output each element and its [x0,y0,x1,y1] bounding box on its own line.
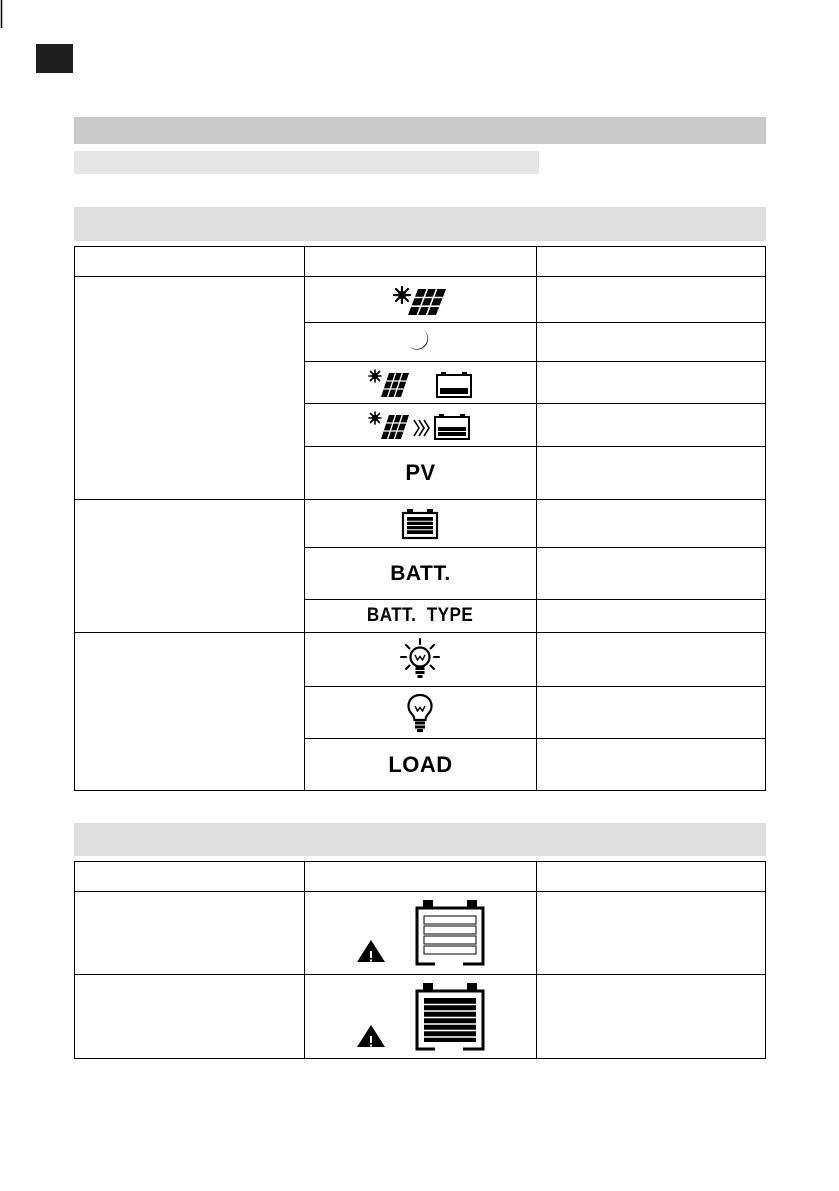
table-row [75,277,766,323]
load-symbol: LOAD [388,751,453,777]
pv-symbol: PV [405,460,436,485]
section-header-bar [74,117,766,144]
header-cell [305,247,536,277]
symbol-cell [305,323,536,362]
header-cell [305,862,536,892]
description-cell [536,362,765,404]
group-cell-pv [75,277,305,500]
condition-cell [75,975,305,1059]
battery-full-icon [401,508,439,540]
symbol-cell [305,633,536,687]
symbol-cell [305,892,536,975]
header-cell [536,862,765,892]
table-2-caption-bar [74,823,766,856]
symbol-cell [305,500,536,548]
symbol-cell [305,687,536,739]
table-row [75,633,766,687]
description-cell [536,500,765,548]
symbol-cell [305,447,536,500]
subsection-header-bar [74,151,539,174]
description-cell [536,687,765,739]
symbol-cell [305,739,536,791]
batt-type-symbol: BATT. TYPE [367,605,474,626]
moon-icon [405,327,435,357]
symbol-cell [305,548,536,600]
sun-panel-battery-icon [365,367,475,399]
bulb-off-icon [405,693,435,733]
description-cell [536,323,765,362]
table-row [75,500,766,548]
group-cell-battery [75,500,305,633]
page-tab [36,44,73,73]
description-cell [536,892,765,975]
warning-full-battery-icon [355,981,485,1053]
description-cell [536,404,765,447]
header-cell [75,862,305,892]
warning-empty-battery-icon [355,898,485,968]
symbol-cell [305,600,536,633]
table-row [75,892,766,975]
header-cell [536,247,765,277]
description-cell [536,975,765,1059]
description-cell [536,548,765,600]
symbol-cell [305,362,536,404]
batt-symbol: BATT. [390,561,451,585]
warning-table [74,861,766,1059]
table-1-caption-bar [74,207,766,241]
description-cell [536,600,765,633]
header-cell [75,247,305,277]
symbol-cell [305,404,536,447]
sun-panel-charging-battery-icon [365,409,475,441]
table-header-row [75,247,766,277]
symbol-cell [305,975,536,1059]
description-cell [536,447,765,500]
condition-cell [75,892,305,975]
table-header-row [75,862,766,892]
description-cell [536,277,765,323]
sun-solar-panel-icon [390,283,450,317]
description-cell [536,739,765,791]
crop-mark [0,0,3,28]
bulb-on-icon [400,638,440,682]
indicator-table [74,246,766,791]
group-cell-load [75,633,305,791]
symbol-cell [305,277,536,323]
description-cell [536,633,765,687]
table-row [75,975,766,1059]
